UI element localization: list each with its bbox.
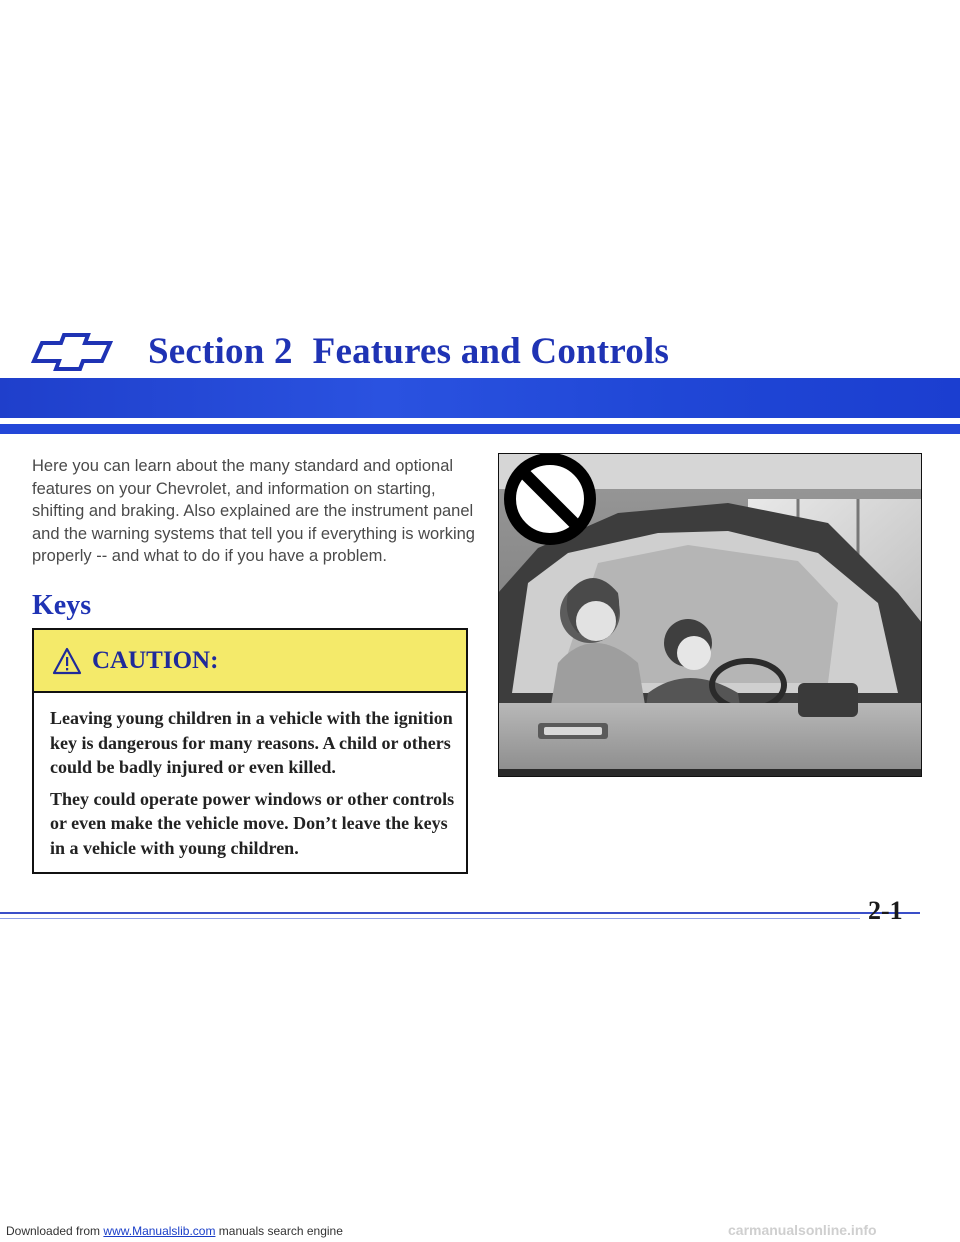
footer-rule-thin: [0, 918, 860, 919]
section-header: [28, 330, 669, 373]
caution-paragraph-2: They could operate power windows or other controls or even make the vehicle move. Don’t leave the keys in a vehicle with young children.: [50, 788, 455, 858]
section-title: [148, 330, 669, 373]
prohibition-sign-icon: [510, 459, 590, 539]
download-footer: [6, 1224, 343, 1238]
keys-heading: Keys: [32, 590, 92, 621]
manualslib-link[interactable]: www.Manualslib.com: [103, 1224, 216, 1238]
header-bar-thin: [0, 424, 960, 434]
caution-box: [32, 628, 468, 874]
chevrolet-bowtie-icon: [28, 333, 122, 371]
caution-header: [34, 630, 466, 693]
footer-suffix: manuals search engine: [218, 1224, 343, 1238]
section-number: Section 2: [148, 331, 293, 372]
caution-label: CAUTION:: [92, 646, 219, 674]
section-name: Features and Controls: [312, 331, 670, 372]
caution-text: [50, 706, 460, 867]
watermark: carmanualsonline.info: [728, 1222, 877, 1238]
page-number: 2-1: [868, 896, 903, 925]
intro-paragraph: Here you can learn about the many standard and optional features on your Chevrolet, and information on starting, shifting and braking. Also explained are the instrument panel and the warning systems that tell you if everything is working properly -- and what to do if you have a problem.: [32, 457, 475, 565]
footer-prefix: Downloaded from: [6, 1224, 101, 1238]
header-bar: [0, 378, 960, 418]
children-in-car-illustration: [498, 453, 922, 777]
caution-paragraph-1: Leaving young children in a vehicle with the ignition key is dangerous for many reasons. A child or others could be badly injured or even killed.: [50, 708, 453, 777]
warning-triangle-icon: [52, 647, 82, 675]
footer-rule: [0, 912, 920, 914]
